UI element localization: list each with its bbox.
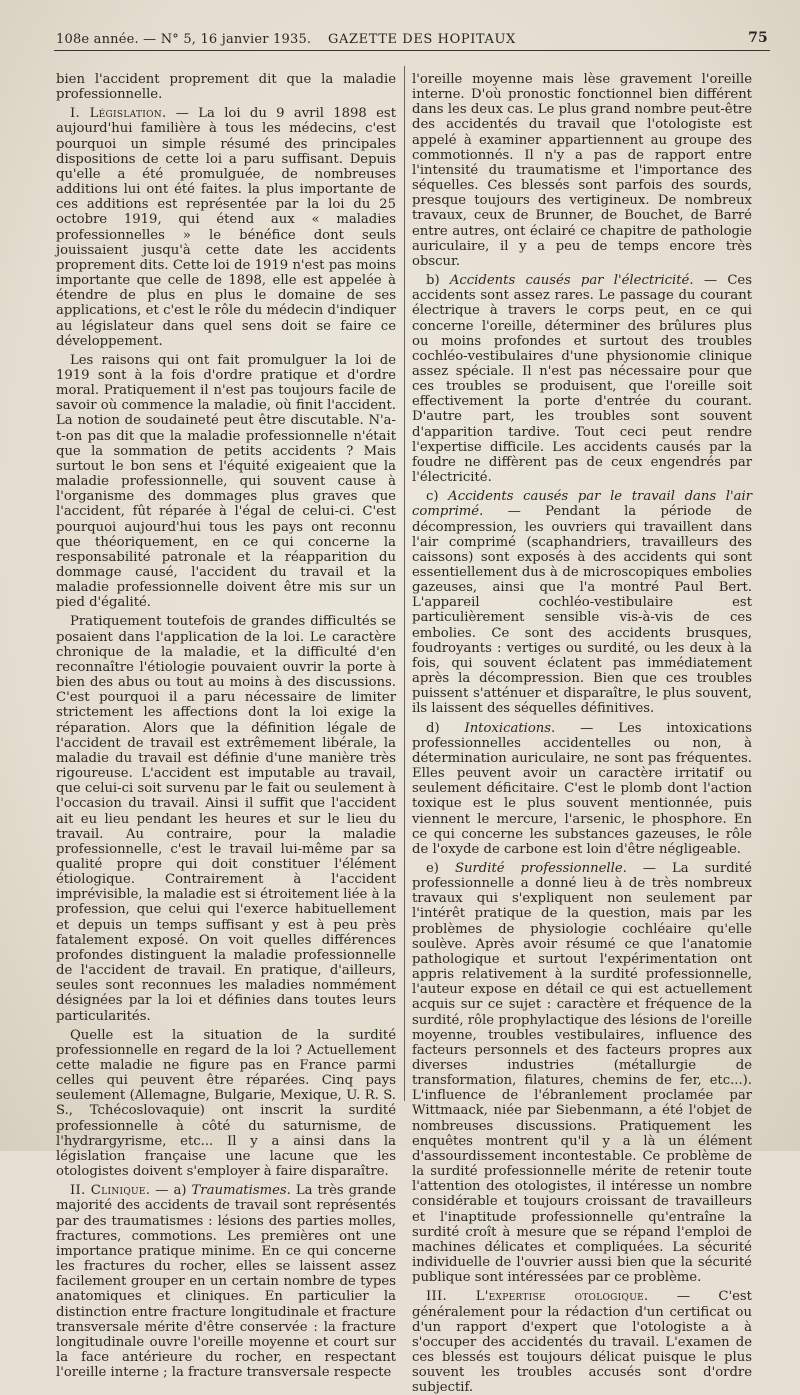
paragraph-intoxications [412,721,752,857]
right-column [412,72,752,1395]
item-label-c: c) [426,489,449,505]
paragraph-traumatismes-cont: l'oreille moyenne mais lèse gravement l'oreille interne. D'où pronostic fonctionnel bien différent dans les deux cas. Le plus grand nombre peut-être des accidentés du travail que l'otologiste est appelé à examiner appartiennent au groupe des commotionnés. Il n'y a pas de rapport entre l'intensité du traumatisme et l'importance des séquelles. Ces blessés sont parfois des sourds, presque toujours des vertigineux. De nombreux travaux, ceux de Brunner, de Bouchet, de Barré entre autres, ont éclairé ce chapitre de pathologie auriculaire, il y a peu de temps encore très obscur. [412,72,752,269]
term-traumatismes: Traumatismes. [191,1183,291,1199]
paragraph-clinique [56,1183,396,1380]
term-surdite: Surdité professionnelle. [454,860,627,876]
header-rule [54,50,770,51]
paragraph-intro-end: bien l'accident proprement dit que la maladie professionnelle. [56,72,396,103]
section-heading-legislation: I. Législation. [70,106,167,122]
term-intoxications: Intoxications. [464,720,556,736]
paragraph-electricite [412,273,752,485]
paragraph-clinique-label: — a) [150,1183,192,1199]
column-divider [404,66,405,1101]
term-electricite: Accidents causés par l'électricité. [449,273,694,289]
paragraph-situation: Quelle est la situation de la surdité professionnelle en regard de la loi ? Actuellement cette maladie ne figure pas en France parmi celles qui peuvent être réparées. Cinq pays seulement (Allemagne, Bulgarie, Mexique, U. R. S. S., Tchécoslovaquie) ont inscrit la surdité professionnelle à côté du saturnisme, de l'hydrargyrisme, etc... Il y a ainsi dans la législation française une lacune que les otologistes doivent s'employer à faire disparaître. [56,1027,396,1180]
paragraph-expertise-text: — C'est généralement pour la rédaction d'un certificat ou d'un rapport d'expert que l'otologiste a à s'occuper des accidentés du travail. L'examen de ces blessés est toujours délicat puisque le plus souvent les troubles accusés sont d'ordre subjectif. [412,1289,752,1395]
item-label-b: b) [426,273,450,289]
paragraph-expertise [412,1289,752,1395]
paragraph-surdite-text: — La surdité professionnelle a donné lieu à de très nombreux travaux qui s'expliquent non seulement par l'intérêt pratique de la question, mais par les problèmes de physiologie cochléaire qu'elle soulève. Après avoir résumé ce que l'anatomie pathologique et surtout l'expérimentation ont appris relativement à la surdité professionnelle, l'auteur expose en détail ce qui est actuellement acquis sur ce sujet : caractère et fréquence de la surdité, rôle prophylactique des lésions de l'oreille moyenne, troubles vestibulaires, influence des facteurs personnels et des facteurs propres aux diverses industries (métallurgie de transformation, filatures, chemins de fer, etc...). L'influence de l'ébranlement proclamée par Wittmaack, niée par Siebenmann, a été l'objet de nombreuses discussions. Pratiquement les enquêtes montrent qu'il y a là un élément d'assourdissement incontestable. Ce problème de la surdité professionnelle mérite de retenir toute l'attention des otologistes, il intéresse un nombre considérable et toujours croissant de travailleurs et l'inaptitude professionnelle qu'entraîne la surdité croît à mesure que se répand l'emploi de machines délicates et compliquées. La sécurité individuelle de l'ouvrier aussi bien que la sécurité publique sont intéressées par ce problème. [412,860,752,1286]
paragraph-reasons: Les raisons qui ont fait promulguer la loi de 1919 sont à la fois d'ordre pratique et d'ordre moral. Pratiquement il n'est pas toujours facile de savoir où commence la maladie, où finit l'accident. La notion de soudaineté peut être discutable. N'a-t-on pas dit que la maladie professionnelle n'était que la sommation de petits accidents ? Mais surtout le bon sens et l'équité exigeaient que la maladie professionnelle, qui souvent cause à l'organisme des dommages plus graves que l'accident, fût réparée à l'égal de celui-ci. C'est pourquoi aujourd'hui tous les pays ont reconnu que théoriquement, en ce qui concerne la responsabilité patronale et la réapparition du dommage causé, l'accident du travail et la maladie professionnelle doivent être mis sur un pied d'égalité. [56,352,396,611]
paragraph-electricite-text: — Ces accidents sont assez rares. Le passage du courant électrique à travers le corps peut, en ce qui concerne l'oreille, déterminer des brûlures plus ou moins profondes et surtout des troubles cochléo-vestibulaires d'une physionomie clinique assez spéciale. Il n'est pas nécessaire pour que ces troubles se produisent, que l'oreille soit effectivement la porte d'entrée du courant. D'autre part, les troubles sont souvent d'apparition tardive. Tout ceci peut rendre l'expertise difficile. Les accidents causés par la foudre ne diffèrent pas de ceux engendrés par l'électricité. [412,273,752,486]
paragraph-surdite [412,861,752,1285]
paragraph-intoxications-text: — Les intoxications professionnelles accidentelles ou non, à détermination auriculaire, ne sont pas fréquentes. Elles peuvent avoir un caractère irritatif ou seulement déficitaire. C'est le plomb dont l'action toxique est le plus souvent mentionnée, puis viennent le mercure, l'arsenic, le phosphore. En ce qui concerne les substances gazeuses, le rôle de l'oxyde de carbone est loin d'être négligeable. [412,720,752,857]
paragraph-clinique-text: La très grande majorité des accidents de travail sont représentés par des traumatismes : lésions des parties molles, fractures, commotions. Les premières ont une importance pratique minime. En ce qui concerne les fractures du rocher, elles se laissent assez facilement grouper en un certain nombre de types anatomiques et cliniques. En particulier la distinction entre fracture longitudinale et fracture transversale mérite d'être conservée : la fracture longitudinale ouvre l'oreille moyenne et court sur la face antérieure du rocher, en respectant l'oreille interne ; la fracture transversale respecte [56,1183,397,1381]
paragraph-legislation [56,106,396,349]
term-air-comprime: Accidents causés par le travail dans l'air comprimé. [412,489,752,520]
issue-info: 108e année. — N° 5, 16 janvier 1935. [56,32,312,47]
section-heading-expertise: III. L'expertise otologique. [426,1289,649,1305]
page-number: 75 [748,30,768,46]
item-label-d: d) [426,720,465,736]
left-column [56,72,397,1381]
paragraph-air-comprime-text: — Pendant la période de décompression, les ouvriers qui travaillent dans l'air comprimé (scaphandriers, travailleurs des caissons) sont exposés à des accidents qui sont essentiellement dus à de microscopiques embolies gazeuses, ainsi que l'a montré Paul Bert. L'appareil cochléo-vestibulaire est particulièrement sensible vis-à-vis de ces embolies. Ce sont des accidents brusques, foudroyants : vertiges ou surdité, ou les deux à la fois, qui souvent éclatent pas immédiatement après la décompression. Bien que ces troubles puissent s'atténuer et disparaître, le plus souvent, ils laissent des séquelles définitives. [412,504,752,717]
paragraph-air-comprime [412,489,752,716]
paragraph-practical: Pratiquement toutefois de grandes difficultés se posaient dans l'application de la loi. Le caractère chronique de la maladie, et la difficulté d'en reconnaître l'étiologie pouvaient ouvrir la porte à bien des abus ou tout au moins à des discussions. C'est pourquoi il a paru nécessaire de limiter strictement les affections dont la loi exige la réparation. Alors que la définition légale de l'accident de travail est extrêmement libérale, la maladie du travail est définie d'une manière très rigoureuse. L'accident est imputable au travail, que celui-ci soit survenu par le fait ou seulement à l'occasion du travail. Ainsi il suffit que l'accident ait eu lieu pendant les heures et sur le lieu du travail. Au contraire, pour la maladie professionnelle, c'est le travail lui-même par sa qualité propre qui doit constituer l'élément étiologique. Contrairement à l'accident imprévisible, la maladie est si étroitement liée à la profession, que celui qui l'exerce habituellement et depuis un temps suffisant y est à peu près fatalement exposé. On voit quelles différences profondes distinguent la maladie professionnelle de l'accident de travail. En pratique, d'ailleurs, seules sont reconnues les maladies nommément désignées par la loi et définies dans toutes leurs particularités. [56,614,396,1024]
paragraph-legislation-text: — La loi du 9 avril 1898 est aujourd'hui familière à tous les médecins, c'est pourquoi un simple résumé des principales dispositions de cette loi a paru suffisant. Depuis qu'elle a été promulguée, de nombreuses additions lui ont été faites. la plus importante de ces additions est représentée par la loi du 25 octobre 1919, qui étend aux « maladies professionnelles » le bénéfice dont seuls jouissaient jusqu'à cette date les accidents proprement dits. Cette loi de 1919 n'est pas moins importante que celle de 1898, elle est appelée à étendre de plus en plus le domaine de ses applications, et c'est le rôle du médecin d'indiquer au législateur dans quel sens doit se faire ce développement. [56,106,396,349]
journal-title: GAZETTE DES HOPITAUX [328,32,516,47]
section-heading-clinique: II. Clinique. [70,1183,151,1199]
item-label-e: e) [426,860,455,876]
